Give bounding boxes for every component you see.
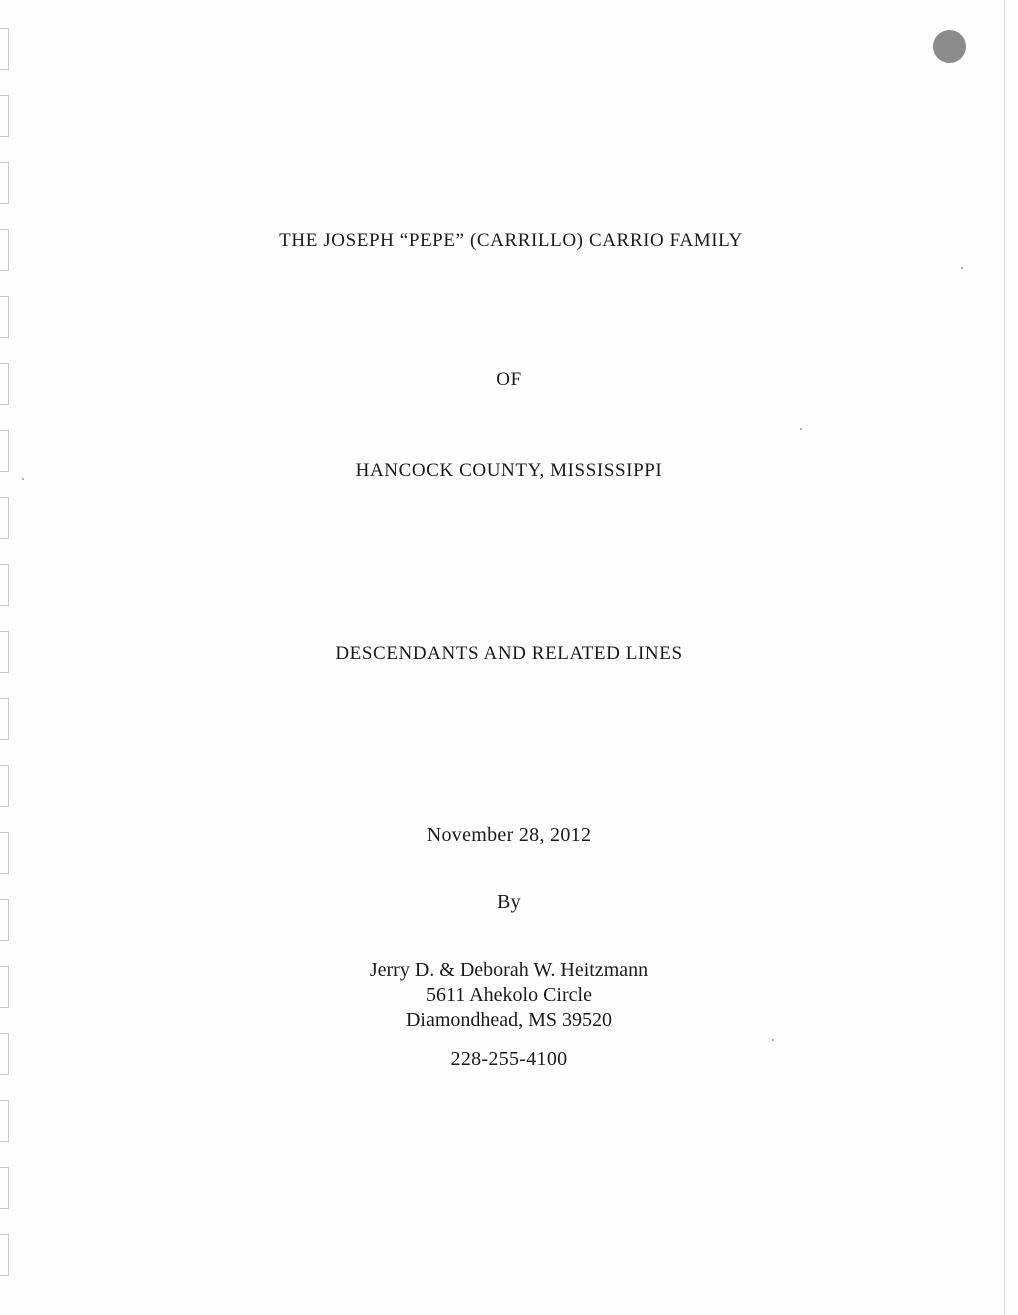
scan-speck	[961, 267, 963, 269]
binding-mark	[0, 1100, 9, 1142]
document-title: THE JOSEPH “PEPE” (CARRILLO) CARRIO FAMILY	[279, 230, 743, 251]
scan-speck	[772, 1039, 774, 1041]
document-date: November 28, 2012	[426, 824, 592, 846]
binding-mark	[0, 1167, 9, 1209]
binding-mark	[0, 698, 9, 740]
binding-mark	[0, 296, 9, 338]
address-city: Diamondhead, MS 39520	[405, 1009, 613, 1031]
byline-label: By	[497, 891, 521, 913]
binding-mark	[0, 765, 9, 807]
scan-speck	[800, 428, 802, 430]
title-connector: OF	[496, 369, 522, 390]
hole-punch-mark	[933, 30, 966, 63]
binding-mark	[0, 564, 9, 606]
county-heading: HANCOCK COUNTY, MISSISSIPPI	[355, 460, 663, 481]
binding-mark	[0, 1234, 9, 1276]
address-street: 5611 Ahekolo Circle	[426, 984, 592, 1006]
binding-mark	[0, 497, 9, 539]
binding-mark	[0, 28, 9, 70]
phone-number: 228-255-4100	[450, 1048, 568, 1070]
author-contact-block	[0, 958, 1018, 1033]
author-names: Jerry D. & Deborah W. Heitzmann	[369, 959, 649, 981]
binding-mark	[0, 162, 9, 204]
document-subtitle: DESCENDANTS AND RELATED LINES	[335, 643, 683, 664]
binding-mark	[0, 95, 9, 137]
